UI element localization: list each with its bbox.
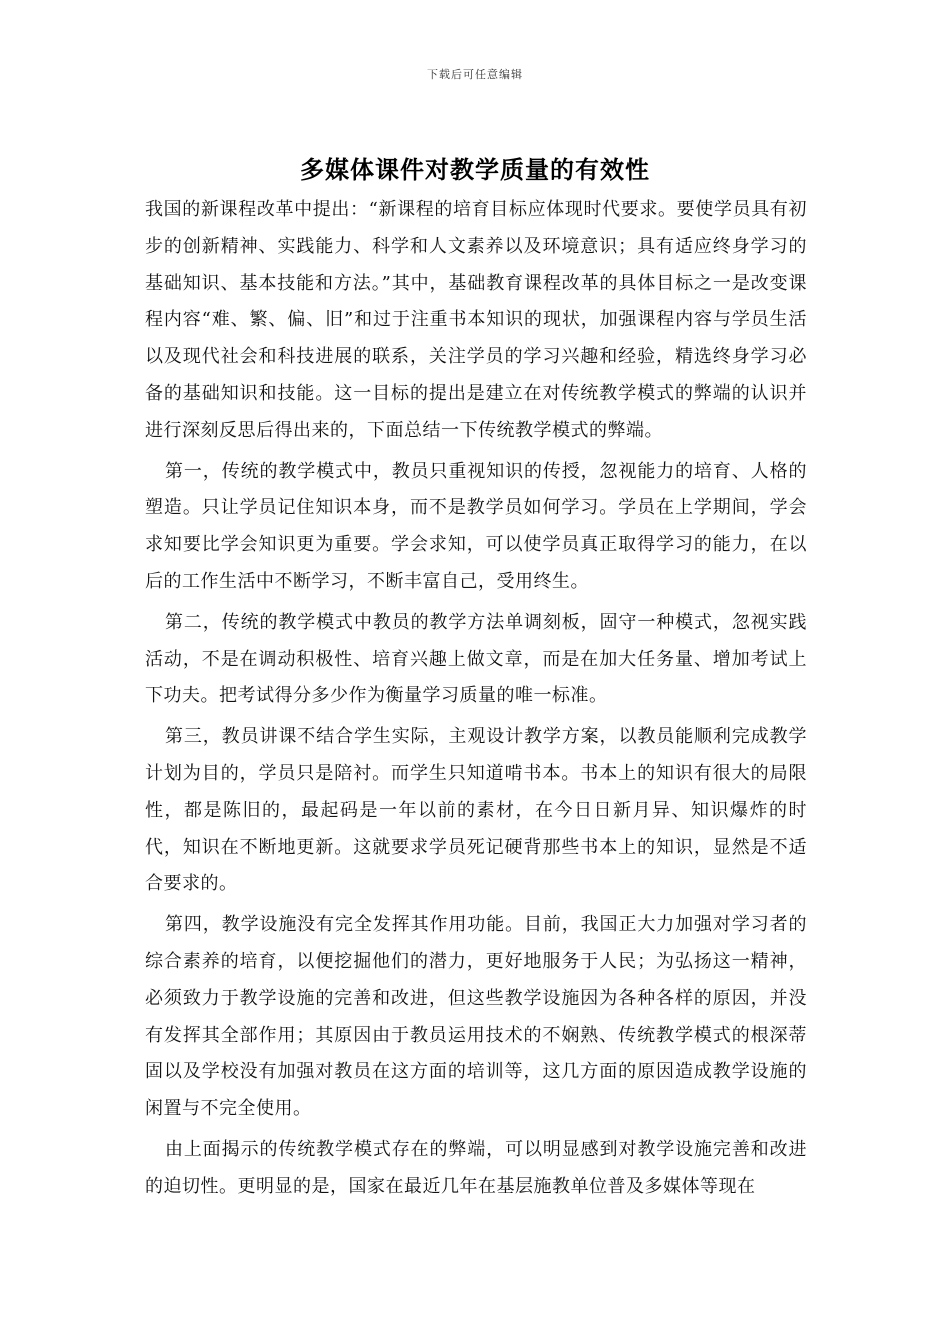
paragraph-fourth: 第四，教学设施没有完全发挥其作用功能。目前，我国正大力加强对学习者的综合素养的培育，以便挖掘他们的潜力，更好地服务于人民；为弘扬这一精神，必须致力于教学设施的完善和改进，但这些教学设施因为各种各样的原因，并没有发挥其全部作用；其原因由于教员运用技术的不娴熟、传统教学模式的根深蒂固以及学校没有加强对教员在这方面的培训等，这几方面的原因造成教学设施的闲置与不完全使用。 [145,914,807,1120]
paragraph-first: 第一，传统的教学模式中，教员只重视知识的传授，忽视能力的培育、人格的塑造。只让学员记住知识本身，而不是教学员如何学习。学员在上学期间，学会求知要比学会知识更为重要。学会求知，可以使学员真正取得学习的能力，在以后的工作生活中不断学习，不断丰富自己，受用终生。 [145,460,807,592]
header-note: 下载后可任意编辑 [427,68,523,81]
document-title: 多媒体课件对教学质量的有效性 [300,155,650,184]
document-body [145,192,807,1210]
paragraph-intro: 我国的新课程改革中提出：“新课程的培育目标应体现时代要求。要使学员具有初步的创新精神、实践能力、科学和人文素养以及环境意识；具有适应终身学习的基础知识、基本技能和方法。”其中，基础教育课程改革的具体目标之一是改变课程内容“难、繁、偏、旧”和过于注重书本知识的现状，加强课程内容与学员生活以及现代社会和科技进展的联系，关注学员的学习兴趣和经验，精选终身学习必备的基础知识和技能。这一目标的提出是建立在对传统教学模式的弊端的认识并进行深刻反思后得出来的，下面总结一下传统教学模式的弊端。 [145,199,807,441]
paragraph-second: 第二，传统的教学模式中教员的教学方法单调刻板，固守一种模式，忽视实践活动，不是在调动积极性、培育兴趣上做文章，而是在加大任务量、增加考试上下功夫。把考试得分多少作为衡量学习质量的唯一标准。 [145,611,807,707]
paragraph-conclusion: 由上面揭示的传统教学模式存在的弊端，可以明显感到对教学设施完善和改进的迫切性。更明显的是，国家在最近几年在基层施教单位普及多媒体等现在 [145,1138,807,1197]
paragraph-third: 第三，教员讲课不结合学生实际，主观设计教学方案，以教员能顺利完成教学计划为目的，学员只是陪衬。而学生只知道啃书本。书本上的知识有很大的局限性，都是陈旧的，最起码是一年以前的素材，在今日日新月异、知识爆炸的时代，知识在不断地更新。这就要求学员死记硬背那些书本上的知识，显然是不适合要求的。 [145,726,807,895]
